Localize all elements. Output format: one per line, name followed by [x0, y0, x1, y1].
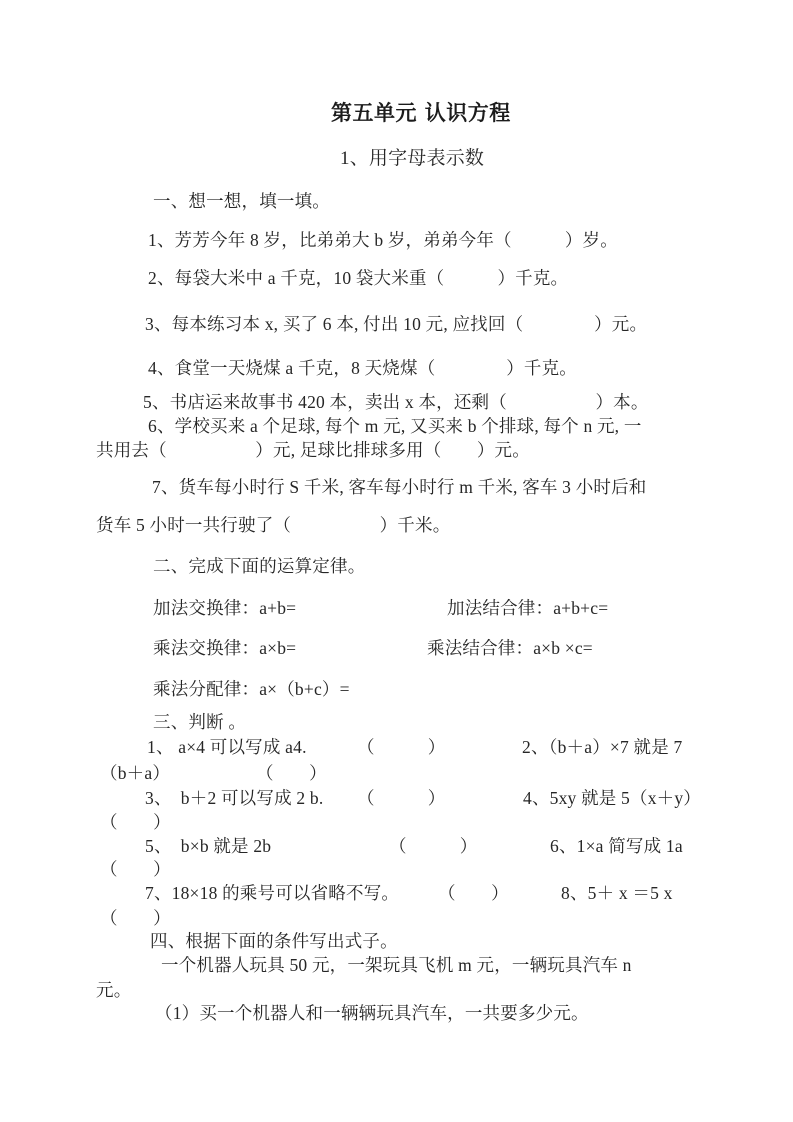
section-1-item-3: 3、每本练习本 x, 买了 6 本, 付出 10 元, 应找回（ ）元。	[145, 314, 648, 334]
section-1-heading: 一、想一想，填一填。	[153, 191, 330, 211]
doc-title: 第五单元 认识方程	[331, 101, 511, 125]
judgment-8-text: 8、5＋ x ＝5 x	[561, 883, 673, 903]
law-add-associative: 加法结合律：a+b+c=	[447, 598, 609, 618]
judgment-6-blank: （ ）	[100, 859, 171, 879]
section-1-item-6-line-1: 6、学校买来 a 个足球, 每个 m 元, 又买来 b 个排球, 每个 n 元, 一	[148, 416, 642, 436]
section-2-heading: 二、完成下面的运算定律。	[153, 556, 366, 576]
section-1-item-2: 2、每袋大米中 a 千克，10 袋大米重（ ）千克。	[148, 268, 569, 288]
judgment-4-blank: （ ）	[100, 812, 171, 832]
section-4-heading: 四、根据下面的条件写出式子。	[150, 931, 398, 951]
section-1-item-4: 4、食堂一天烧煤 a 千克，8 天烧煤（ ）千克。	[148, 358, 577, 378]
section-4-question-1: （1）买一个机器人和一辆辆玩具汽车，一共要多少元。	[155, 1003, 589, 1023]
judgment-7-text: 7、18×18 的乘号可以省略不写。	[145, 883, 400, 903]
judgment-8-blank: （ ）	[100, 908, 171, 928]
section-1-item-6-line-2: 共用去（ ）元, 足球比排球多用（ ）元。	[96, 440, 530, 460]
law-add-commutative: 加法交换律：a+b=	[153, 598, 297, 618]
judgment-4-text: 4、5xy 就是 5（x＋y）	[523, 788, 701, 808]
section-4-intro-line-1: 一个机器人玩具 50 元，一架玩具飞机 m 元，一辆玩具汽车 n	[161, 955, 632, 975]
judgment-5-text: 5、 b×b 就是 2b	[145, 836, 272, 856]
judgment-1-text: 1、 a×4 可以写成 a4.	[147, 737, 307, 757]
judgment-2-blank: （ ）	[256, 763, 327, 783]
section-1-item-1: 1、芳芳今年 8 岁，比弟弟大 b 岁，弟弟今年（ ）岁。	[148, 230, 618, 250]
judgment-2-text: 2、（b＋a）×7 就是 7	[522, 737, 683, 757]
section-1-item-7-line-2: 货车 5 小时一共行驶了（ ）千米。	[96, 515, 451, 535]
section-3-heading: 三、判断 。	[153, 712, 247, 732]
judgment-6-text: 6、1×a 简写成 1a	[550, 836, 683, 856]
law-mul-commutative: 乘法交换律：a×b=	[153, 638, 297, 658]
judgment-2-text-wrap: （b＋a）	[100, 763, 171, 783]
judgment-5-blank: （ ）	[389, 836, 478, 856]
judgment-7-blank: （ ）	[438, 883, 509, 903]
judgment-1-blank: （ ）	[357, 737, 446, 757]
section-1-item-7-line-1: 7、货车每小时行 S 千米, 客车每小时行 m 千米, 客车 3 小时后和	[152, 477, 647, 497]
section-2-row-2	[0, 636, 793, 736]
doc-subtitle: 1、用字母表示数	[340, 148, 485, 169]
section-1-item-5: 5、书店运来故事书 420 本，卖出 x 本，还剩（ ）本。	[143, 392, 649, 412]
section-4-intro-line-2: 元。	[96, 980, 132, 1000]
law-mul-associative: 乘法结合律：a×b ×c=	[427, 638, 593, 658]
law-mul-distributive: 乘法分配律：a×（b+c）=	[153, 679, 350, 699]
judgment-3-blank: （ ）	[357, 788, 446, 808]
judgment-3-text: 3、 b＋2 可以写成 2 b.	[145, 788, 324, 808]
